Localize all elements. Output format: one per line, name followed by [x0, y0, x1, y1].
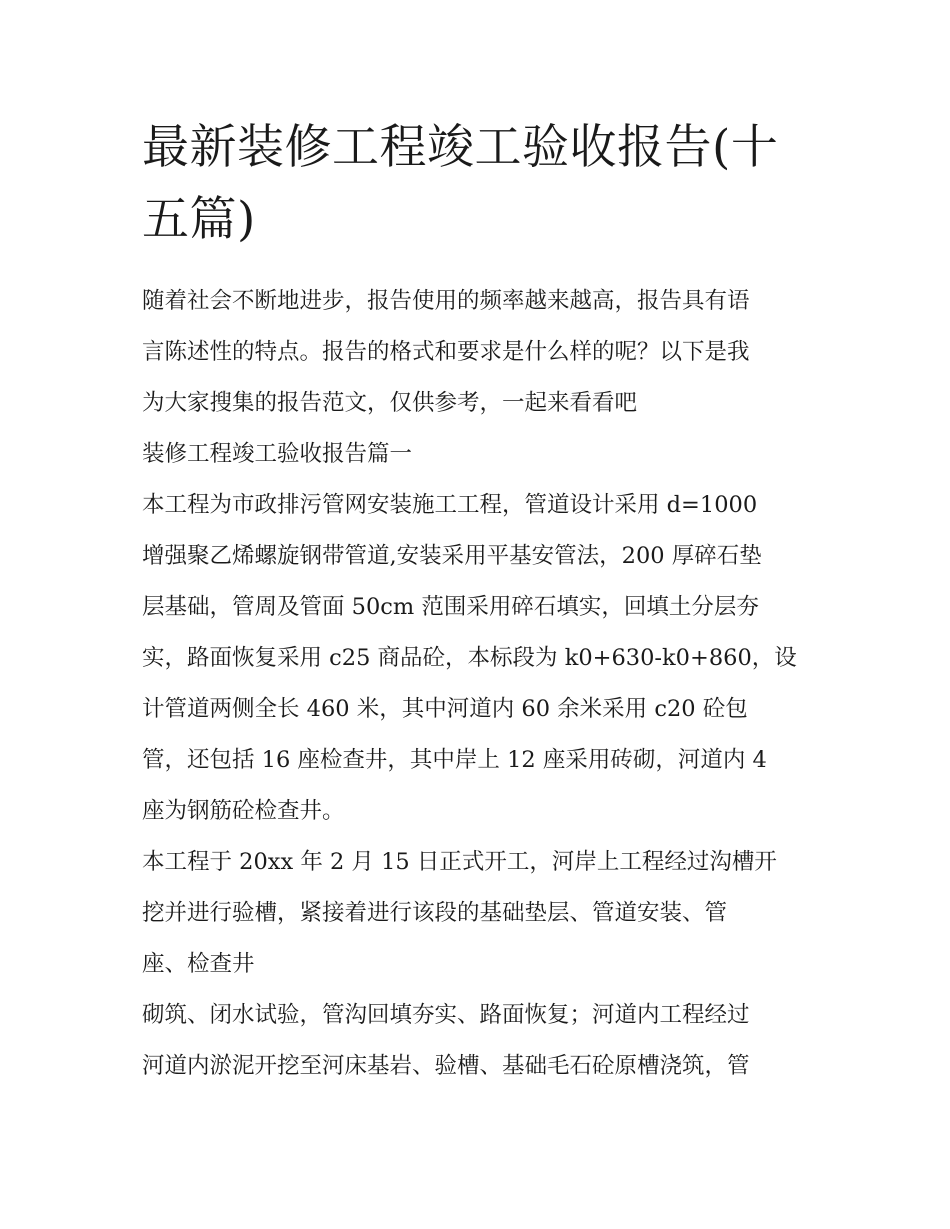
text-line: 河道内淤泥开挖至河床基岩、验槽、基础毛石砼原槽浇筑，管: [142, 1053, 750, 1079]
text-line: 挖并进行验槽，紧接着进行该段的基础垫层、管道安装、管: [142, 900, 728, 926]
title-line: 五篇): [142, 192, 256, 247]
text-line: 言陈述性的特点。报告的格式和要求是什么样的呢？以下是我: [142, 339, 750, 365]
text-line: 本工程为市政排污管网安装施工工程，管道设计采用 d=1000: [142, 492, 758, 518]
construction-process-paragraph: [142, 990, 814, 1092]
text-line: 层基础，管周及管面 50cm 范围采用碎石填实，回填土分层夯: [142, 594, 759, 620]
intro-paragraph: [142, 276, 814, 429]
text-line: 增强聚乙烯螺旋钢带管道,安装采用平基安管法，200 厚碎石垫: [142, 543, 762, 569]
title-line: 最新装修工程竣工验收报告(十: [142, 120, 779, 175]
text-line: 座为钢筋砼检查井。: [142, 798, 345, 824]
construction-start-paragraph: [142, 837, 814, 990]
text-line: 砌筑、闭水试验，管沟回填夯实、路面恢复；河道内工程经过: [142, 1002, 750, 1028]
text-line: 本工程于 20xx 年 2 月 15 日正式开工，河岸上工程经过沟槽开: [142, 849, 777, 875]
section-heading: [142, 429, 814, 480]
text-line: 为大家搜集的报告范文，仅供参考，一起来看看吧: [142, 390, 638, 416]
text-line: 装修工程竣工验收报告篇一: [142, 441, 413, 467]
text-line: 随着社会不断地进步，报告使用的频率越来越高，报告具有语: [142, 288, 750, 314]
document-title: [142, 112, 814, 256]
project-overview-paragraph: [142, 480, 814, 837]
text-line: 计管道两侧全长 460 米，其中河道内 60 余米采用 c20 砼包: [142, 696, 748, 722]
document-page: [142, 112, 814, 1092]
text-line: 座、检查井: [142, 951, 255, 977]
text-line: 实，路面恢复采用 c25 商品砼，本标段为 k0+630-k0+860，设: [142, 645, 797, 671]
text-line: 管，还包括 16 座检查井，其中岸上 12 座采用砖砌，河道内 4: [142, 747, 767, 773]
